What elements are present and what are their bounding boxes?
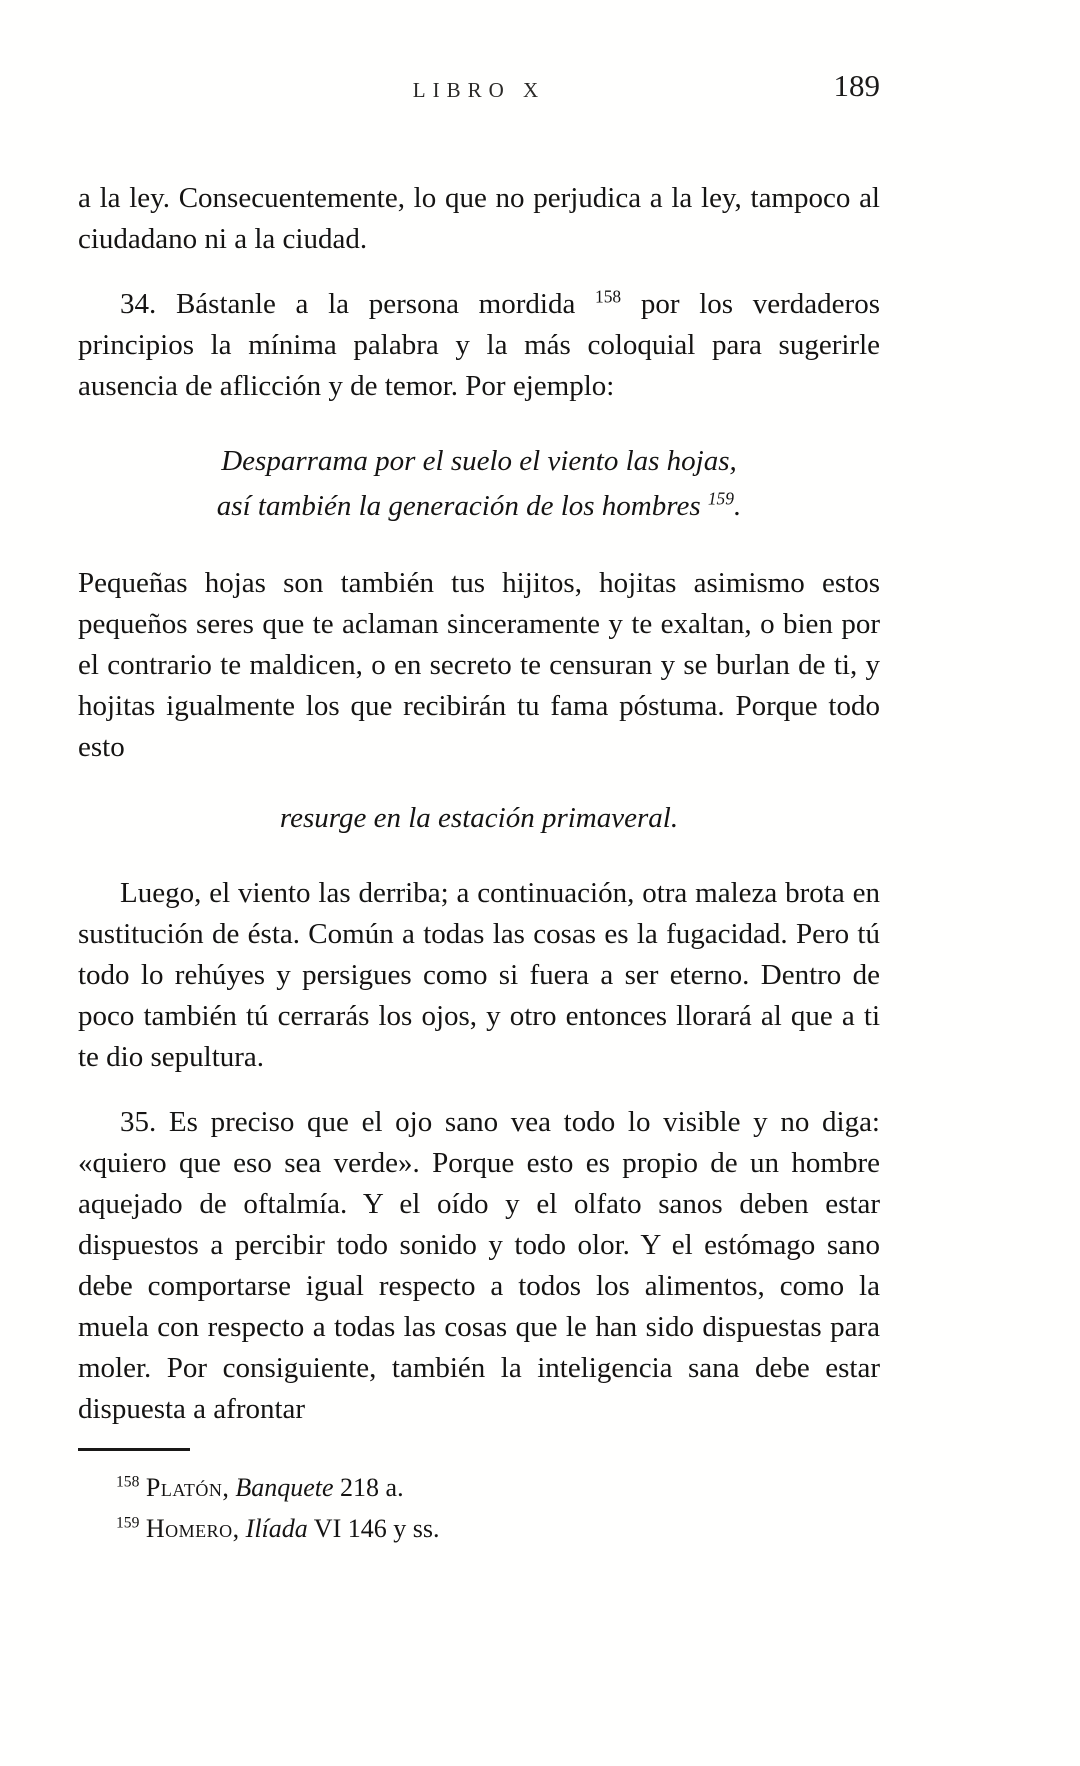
footnote xyxy=(78,1467,880,1508)
text-run: Homero xyxy=(145,1514,233,1543)
body-paragraph xyxy=(78,873,880,1078)
footnote-reference: 159 xyxy=(707,488,734,509)
text-run: 35. Es preciso que el ojo sano vea todo lo visible y no diga: «quiero que eso sea verde». Porque esto es propio de un hombre aquejado de oftalmía. Y el oído y el olfato sanos deben estar dispuestos a percibir todo sonido y todo olor. Y el estómago sano debe comportarse igual respecto a todos los alimentos, como la muela con respecto a todas las cosas que le han sido dispuestas para moler. Por consiguiente, también la inteligencia sana debe estar dispuesta a afrontar xyxy=(78,1106,880,1425)
footnote-list xyxy=(78,1467,880,1549)
body-paragraph xyxy=(78,563,880,768)
footnote-reference: 159 xyxy=(116,1514,140,1532)
verse-line xyxy=(78,439,880,484)
text-run: , xyxy=(232,1514,246,1543)
text-run: Platón xyxy=(145,1473,223,1502)
text-run: a la ley. Consecuentemente, lo que no perjudica a la ley, tampoco al ciudadano ni a la ciudad. xyxy=(78,182,880,255)
body-paragraph xyxy=(78,178,880,260)
text-run: Banquete xyxy=(235,1473,334,1502)
text-run: así también la generación de los hombres xyxy=(216,490,708,522)
footnotes-section xyxy=(78,1448,880,1549)
text-run: resurge en la estación primaveral. xyxy=(279,802,679,834)
text-run: Desparrama por el suelo el viento las hojas, xyxy=(221,445,737,477)
page-body xyxy=(78,178,880,1430)
text-run: 34. Bástanle a la persona mordida xyxy=(120,288,596,320)
centered-verse-line xyxy=(78,798,880,839)
body-paragraph xyxy=(78,1102,880,1430)
running-title: LIBRO X xyxy=(412,78,546,102)
body-paragraph xyxy=(78,284,880,407)
verse-quote xyxy=(78,439,880,529)
verse-line xyxy=(78,484,880,529)
page-number: 189 xyxy=(833,68,880,103)
footnote-reference: 158 xyxy=(116,1473,140,1491)
text-run: Ilíada xyxy=(245,1514,308,1543)
text-run: 218 a. xyxy=(333,1473,404,1502)
footnote-rule xyxy=(78,1448,190,1451)
text-run: . xyxy=(733,490,742,522)
footnote-reference: 158 xyxy=(595,286,622,307)
text-run: VI 146 y ss. xyxy=(307,1514,440,1543)
text-run: Luego, el viento las derriba; a continuación, otra maleza brota en sustitución de ésta. Común a todas las cosas es la fugacidad. Pero tú todo lo rehúyes y persigues como si fuera a ser eterno. Dentro de poco también tú cerrarás los ojos, y otro entonces llorará al que a ti te dio sepultura. xyxy=(78,877,880,1073)
text-run: por los verdaderos principios la mínima palabra y la más coloquial para sugerirle ausencia de aflicción y de temor. Por ejemplo: xyxy=(78,288,880,402)
footnote xyxy=(78,1508,880,1549)
text-run: Pequeñas hojas son también tus hijitos, hojitas asimismo estos pequeños seres que te aclaman sinceramente y te exaltan, o bien por el contrario te maldicen, o en secreto te censuran y se burlan de ti, y hojitas igualmente los que recibirán tu fama póstuma. Porque todo esto xyxy=(78,567,880,763)
page-header xyxy=(78,68,880,108)
text-run: , xyxy=(222,1473,236,1502)
